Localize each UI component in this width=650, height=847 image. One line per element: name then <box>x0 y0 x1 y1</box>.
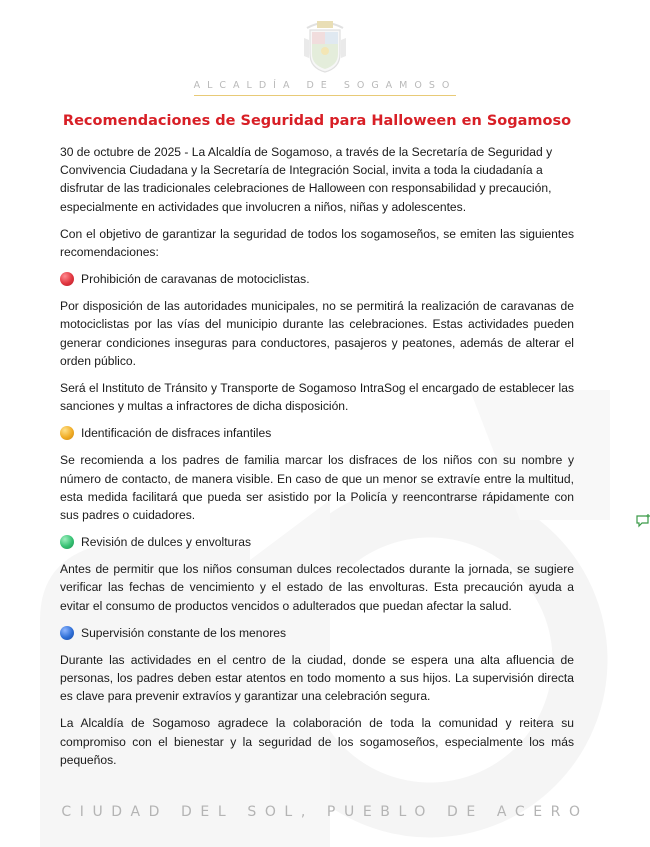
section-heading-label: Supervisión constante de los menores <box>81 625 287 640</box>
yellow-circle-icon <box>60 426 74 440</box>
section-heading-label: Prohibición de caravanas de motociclistas. <box>81 272 310 287</box>
blue-circle-icon <box>60 626 74 640</box>
green-circle-icon <box>60 535 74 549</box>
section-paragraph: Será el Instituto de Tránsito y Transporte de Sogamoso IntraSog el encargado de establecer las sanciones y multas a infractores de dicha disposición. <box>60 381 574 414</box>
coat-of-arms-icon <box>303 18 347 74</box>
section-heading-motorcycles <box>60 270 574 288</box>
section-paragraph: Durante las actividades en el centro de la ciudad, donde se espera una alta afluencia de personas, los padres deben estar atentos en todo momento a sus hijos. La supervisión directa es clave para prevenir extravíos y garantizar una celebración segura. <box>60 652 574 704</box>
article-title: Recomendaciones de Seguridad para Halloween en Sogamoso <box>62 113 572 129</box>
article-body <box>60 113 574 769</box>
add-comment-icon[interactable] <box>635 514 650 528</box>
section-heading-supervision <box>60 624 574 642</box>
section-heading-label: Identificación de disfraces infantiles <box>81 426 272 441</box>
closing-paragraph: La Alcaldía de Sogamoso agradece la colaboración de toda la comunidad y reitera su compromiso con el bienestar y la seguridad de los sogamoseños, especialmente los más pequeños. <box>60 716 574 767</box>
section-paragraph: Se recomienda a los padres de familia marcar los disfraces de los niños con su nombre y número de contacto, de manera visible. En caso de que un menor se extravíe entre la multitud, esta medida facilitará que pueda ser asistido por la Policía y reencontrarse rápidamente con sus padres o cuidadores. <box>60 453 574 523</box>
footer-slogan: CIUDAD DEL SOL, PUEBLO DE ACERO <box>61 804 589 820</box>
brand-underline <box>194 95 456 96</box>
intro-paragraph: 30 de octubre de 2025 - La Alcaldía de Sogamoso, a través de la Secretaría de Seguridad y Convivencia Ciudadana y la Secretaría de Integración Social, invita a toda la ciudadanía a disfrutar de las tradicionales celebraciones de Halloween con responsabilidad y precaución, especialmente en actividades que involucren a niños, niñas y adolescentes. <box>60 145 553 214</box>
section-paragraph: Por disposición de las autoridades municipales, no se permitirá la realización de caravanas de motociclistas por las vías del municipio durante las celebraciones. Estas actividades pueden generar condiciones inseguras para conductores, pasajeros y peatones, además de alterar el orden público. <box>60 299 574 368</box>
section-heading-label: Revisión de dulces y envolturas <box>81 535 252 550</box>
section-paragraph: Antes de permitir que los niños consuman dulces recolectados durante la jornada, se sugiere verificar las fechas de vencimiento y el estado de las envolturas. Esta precaución ayuda a evitar el consumo de productos vencidos o adulterados que puedan afectar la salud. <box>60 562 574 613</box>
lead-paragraph: Con el objetivo de garantizar la seguridad de todos los sogamoseños, se emiten las siguientes recomendaciones: <box>60 226 574 260</box>
red-circle-icon <box>60 272 74 286</box>
letterhead <box>0 18 650 96</box>
section-heading-costumes <box>60 424 574 442</box>
section-heading-candy <box>60 533 574 551</box>
brand-wordmark: ALCALDÍA DE SOGAMOSO <box>193 80 457 91</box>
